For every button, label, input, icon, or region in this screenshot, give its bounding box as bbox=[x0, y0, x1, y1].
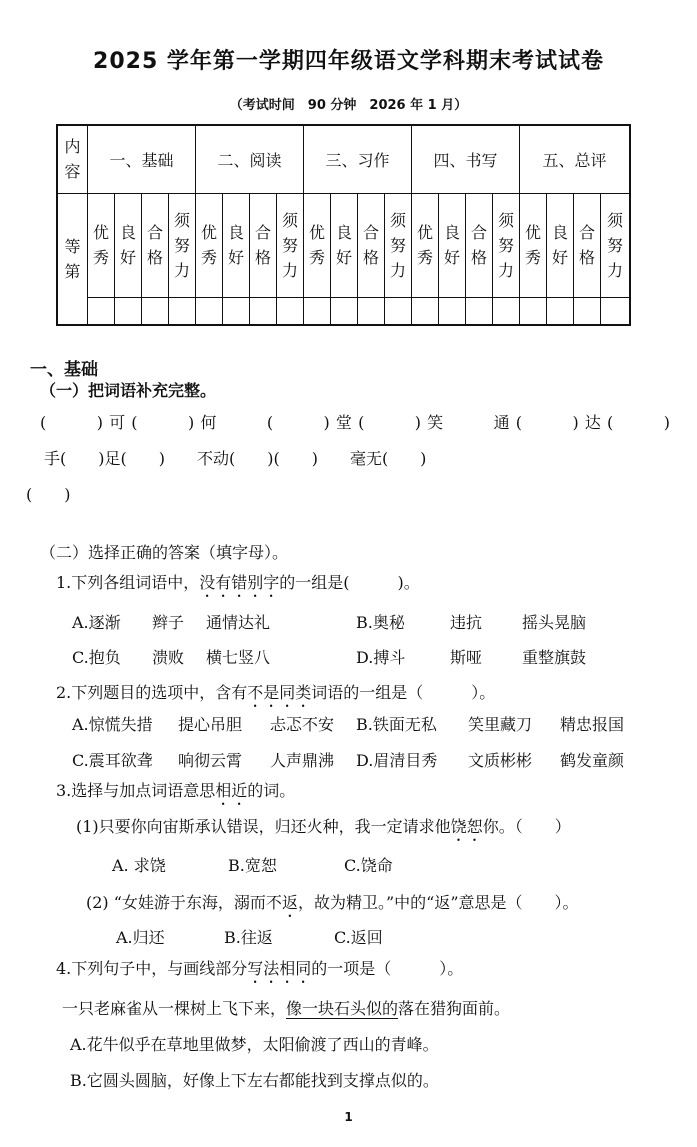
level-cell: 良好 bbox=[223, 193, 250, 297]
q2-item1-option-b-word: 违抗 bbox=[450, 613, 483, 632]
level-cell: 优秀 bbox=[304, 193, 331, 297]
level-cell: 良好 bbox=[115, 193, 142, 297]
q2-item1-option-b-word: 摇头晃脑 bbox=[522, 613, 587, 632]
q2-item2-option-b-word: 精忠报国 bbox=[560, 715, 625, 734]
part1-heading: 一、基础 bbox=[30, 360, 98, 380]
level-cell: 优秀 bbox=[412, 193, 439, 297]
level-cell: 须努力 bbox=[169, 193, 196, 297]
section-reading: 二、阅读 bbox=[196, 125, 304, 193]
row-head-content: 内容 bbox=[57, 125, 88, 193]
q2-item3-sub2-option-a: A.归还 bbox=[116, 928, 165, 947]
q2-item3-sub1-option-b: B.宽恕 bbox=[228, 856, 277, 875]
q2-item3-stem: 3.选择与加点词语意思相近的词。 bbox=[56, 781, 296, 800]
q2-item1-option-a-word: 通情达礼 bbox=[206, 613, 271, 632]
page-number: 1 bbox=[344, 1110, 353, 1124]
grade-input-cell[interactable] bbox=[601, 297, 631, 325]
grade-input-cell[interactable] bbox=[88, 297, 115, 325]
level-cell: 合格 bbox=[466, 193, 493, 297]
section-handwriting: 四、书写 bbox=[412, 125, 520, 193]
section-overall: 五、总评 bbox=[520, 125, 631, 193]
grade-input-cell[interactable] bbox=[196, 297, 223, 325]
grade-input-cell[interactable] bbox=[574, 297, 601, 325]
q2-item1-option-d-label: D.搏斗 bbox=[356, 648, 406, 667]
q2-item2-option-c-word: 人声鼎沸 bbox=[270, 751, 335, 770]
emphasis-text: 相近 bbox=[215, 781, 248, 800]
q2-item1-option-d-word: 斯哑 bbox=[450, 648, 483, 667]
q2-item1-option-c-word: 溃败 bbox=[152, 648, 185, 667]
emphasis-text: 没有错别字 bbox=[199, 573, 280, 592]
level-cell: 优秀 bbox=[520, 193, 547, 297]
exam-subtitle: （考试时间 90 分钟 2026 年 1 月） bbox=[229, 98, 468, 113]
level-cell: 合格 bbox=[250, 193, 277, 297]
q2-item1-option-c-label: C.抱负 bbox=[72, 648, 121, 667]
q2-item4-stem: 4.下列句子中，与画线部分写法相同的一项是（ ）。 bbox=[56, 959, 464, 978]
q2-item1-option-a-label: A.逐渐 bbox=[72, 613, 121, 632]
q1-line2: 手( )足( ) 不动( )( ) 毫无( ) bbox=[44, 449, 427, 468]
grade-input-cell[interactable] bbox=[547, 297, 574, 325]
grade-input-cell[interactable] bbox=[412, 297, 439, 325]
grade-input-cell[interactable] bbox=[439, 297, 466, 325]
grade-input-cell[interactable] bbox=[331, 297, 358, 325]
q2-item3-sub1-option-c: C.饶命 bbox=[344, 856, 393, 875]
grade-input-cell[interactable] bbox=[466, 297, 493, 325]
level-cell: 合格 bbox=[358, 193, 385, 297]
q2-item3-sub1: (1)只要你向宙斯承认错误，归还火种，我一定请求他饶恕你。（ ） bbox=[76, 817, 571, 836]
q2-item2-option-d-word: 文质彬彬 bbox=[468, 751, 533, 770]
grade-input-cell[interactable] bbox=[385, 297, 412, 325]
level-cell: 优秀 bbox=[196, 193, 223, 297]
grade-input-cell[interactable] bbox=[250, 297, 277, 325]
q2-item2-option-d-label: D.眉清目秀 bbox=[356, 751, 438, 770]
grade-input-cell[interactable] bbox=[520, 297, 547, 325]
emphasis-text: 不是同类 bbox=[247, 683, 312, 702]
grade-input-cell[interactable] bbox=[493, 297, 520, 325]
emphasis-text: 返 bbox=[281, 893, 298, 912]
grade-table bbox=[56, 124, 631, 326]
grade-input-cell[interactable] bbox=[277, 297, 304, 325]
exam-title: 2025 学年第一学期四年级语文学科期末考试试卷 bbox=[93, 49, 604, 74]
level-cell: 须努力 bbox=[601, 193, 631, 297]
level-cell: 合格 bbox=[574, 193, 601, 297]
q2-item2-option-b-label: B.铁面无私 bbox=[356, 715, 437, 734]
level-cell: 良好 bbox=[439, 193, 466, 297]
q2-item3-sub2-option-c: C.返回 bbox=[334, 928, 383, 947]
underlined-phrase: 像一块石头似的 bbox=[286, 999, 399, 1018]
q2-item4-option-b: B.它圆头圆脑，好像上下左右都能找到支撑点似的。 bbox=[70, 1071, 439, 1090]
q1-heading: （一）把词语补充完整。 bbox=[40, 381, 217, 400]
level-cell: 合格 bbox=[142, 193, 169, 297]
level-cell: 良好 bbox=[547, 193, 574, 297]
grade-input-cell[interactable] bbox=[115, 297, 142, 325]
level-cell: 须努力 bbox=[277, 193, 304, 297]
q2-item2-option-d-word: 鹤发童颜 bbox=[560, 751, 625, 770]
grade-input-cell[interactable] bbox=[304, 297, 331, 325]
q2-item2-option-c-word: 响彻云霄 bbox=[178, 751, 243, 770]
level-cell: 优秀 bbox=[88, 193, 115, 297]
row-head-grade: 等第 bbox=[57, 193, 88, 325]
level-cell: 须努力 bbox=[385, 193, 412, 297]
q2-item1-option-a-word: 辫子 bbox=[152, 613, 185, 632]
grade-input-row bbox=[57, 297, 630, 325]
q1-line3: ( ) bbox=[26, 485, 71, 504]
q2-item3-sub2-option-b: B.往返 bbox=[224, 928, 273, 947]
q2-heading: （二）选择正确的答案（填字母）。 bbox=[40, 543, 289, 562]
q2-item3-sub1-option-a: A. 求饶 bbox=[112, 856, 166, 875]
q2-item2-option-a-word: 忐忑不安 bbox=[270, 715, 335, 734]
grade-levels-row bbox=[57, 193, 630, 297]
q1-line1: ( )可( )何 ( )堂( )笑 通( )达( ) bbox=[40, 413, 670, 432]
grade-input-cell[interactable] bbox=[223, 297, 250, 325]
grade-input-cell[interactable] bbox=[142, 297, 169, 325]
section-writing: 三、习作 bbox=[304, 125, 412, 193]
q2-item2-option-b-word: 笑里藏刀 bbox=[468, 715, 533, 734]
emphasis-text: 写法相同 bbox=[247, 959, 312, 978]
q2-item2-stem: 2.下列题目的选项中，含有不是同类词语的一组是（ ）。 bbox=[56, 683, 496, 702]
grade-input-cell[interactable] bbox=[358, 297, 385, 325]
grade-table-header-row bbox=[57, 125, 630, 193]
level-cell: 良好 bbox=[331, 193, 358, 297]
q2-item4-option-a: A.花牛似乎在草地里做梦，太阳偷渡了西山的青峰。 bbox=[70, 1035, 439, 1054]
q2-item1-option-c-word: 横七竖八 bbox=[206, 648, 271, 667]
q2-item2-option-a-label: A.惊慌失措 bbox=[72, 715, 153, 734]
q2-item4-sentence: 一只老麻雀从一棵树上飞下来，像一块石头似的落在猎狗面前。 bbox=[62, 999, 511, 1018]
emphasis-text: 饶恕 bbox=[450, 817, 483, 836]
section-basic: 一、基础 bbox=[88, 125, 196, 193]
q2-item2-option-a-word: 提心吊胆 bbox=[178, 715, 243, 734]
q2-item1-stem: 1.下列各组词语中，没有错别字的一组是( )。 bbox=[56, 573, 420, 592]
q2-item3-sub2: (2) “女娃游于东海，溺而不返，故为精卫。”中的“返”意思是（ ）。 bbox=[86, 893, 579, 912]
q2-item1-option-b-label: B.奥秘 bbox=[356, 613, 405, 632]
grade-input-cell[interactable] bbox=[169, 297, 196, 325]
q2-item1-option-d-word: 重整旗鼓 bbox=[522, 648, 587, 667]
q2-item2-option-c-label: C.震耳欲聋 bbox=[72, 751, 153, 770]
level-cell: 须努力 bbox=[493, 193, 520, 297]
